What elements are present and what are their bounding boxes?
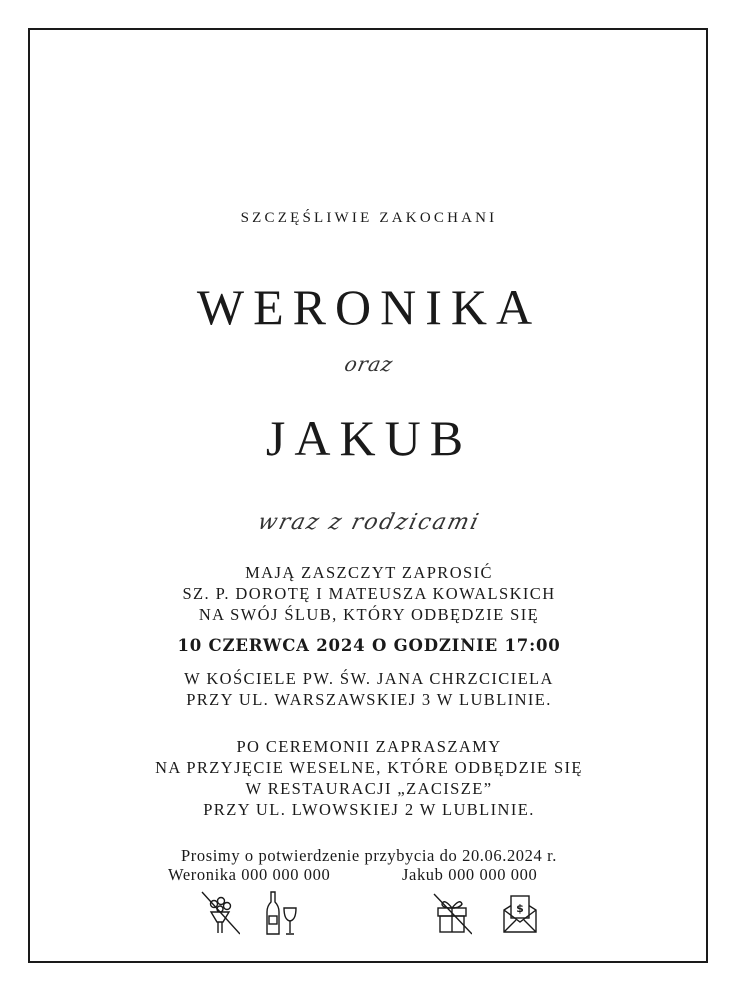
invitation-border: [28, 28, 708, 963]
intro-line: SZ. P. DOROTĘ I MATEUSZA KOWALSKICH: [182, 584, 556, 603]
tagline: SZCZĘŚLIWIE ZAKOCHANI: [240, 210, 498, 226]
svg-text:$: $: [516, 902, 524, 915]
reception-line: PRZY UL. LWOWSKIEJ 2 W LUBLINIE.: [203, 800, 535, 819]
intro-text: [0, 562, 738, 625]
ceremony-line: PRZY UL. WARSZAWSKIEJ 3 W LUBLINIE.: [186, 690, 552, 709]
groom-name: JAKUB: [265, 410, 473, 466]
crossed-out-flowers-icon: [200, 890, 240, 938]
money-envelope-icon: [500, 890, 540, 938]
reception-line: NA PRZYJĘCIE WESELNE, KTÓRE ODBĘDZIE SIĘ: [155, 758, 583, 777]
ceremony-line: W KOŚCIELE PW. ŚW. JANA CHRZCICIELA: [184, 669, 554, 688]
rsvp-text: Prosimy o potwierdzenie przybycia do 20.06.2024 r.: [181, 846, 557, 865]
wedding-date: 10 CZERWCA 2024 O GODZINIE 17:00: [177, 636, 561, 655]
connector-script: oraz: [342, 352, 396, 376]
with-parents-script: wraz z rodzicami: [255, 510, 483, 535]
reception-line: PO CEREMONII ZAPRASZAMY: [236, 737, 502, 756]
ceremony-text: [0, 668, 738, 710]
wine-icon: [262, 890, 302, 938]
bride-name: WERONIKA: [196, 279, 542, 335]
intro-line: NA SWÓJ ŚLUB, KTÓRY ODBĘDZIE SIĘ: [198, 605, 540, 624]
reception-text: [0, 736, 738, 820]
bride-contact: Weronika 000 000 000: [168, 865, 331, 884]
crossed-out-gift-icon: [432, 890, 472, 938]
intro-line: MAJĄ ZASZCZYT ZAPROSIĆ: [245, 563, 493, 582]
groom-contact: Jakub 000 000 000: [402, 865, 538, 884]
reception-line: W RESTAURACJI „ZACISZE”: [245, 779, 493, 798]
